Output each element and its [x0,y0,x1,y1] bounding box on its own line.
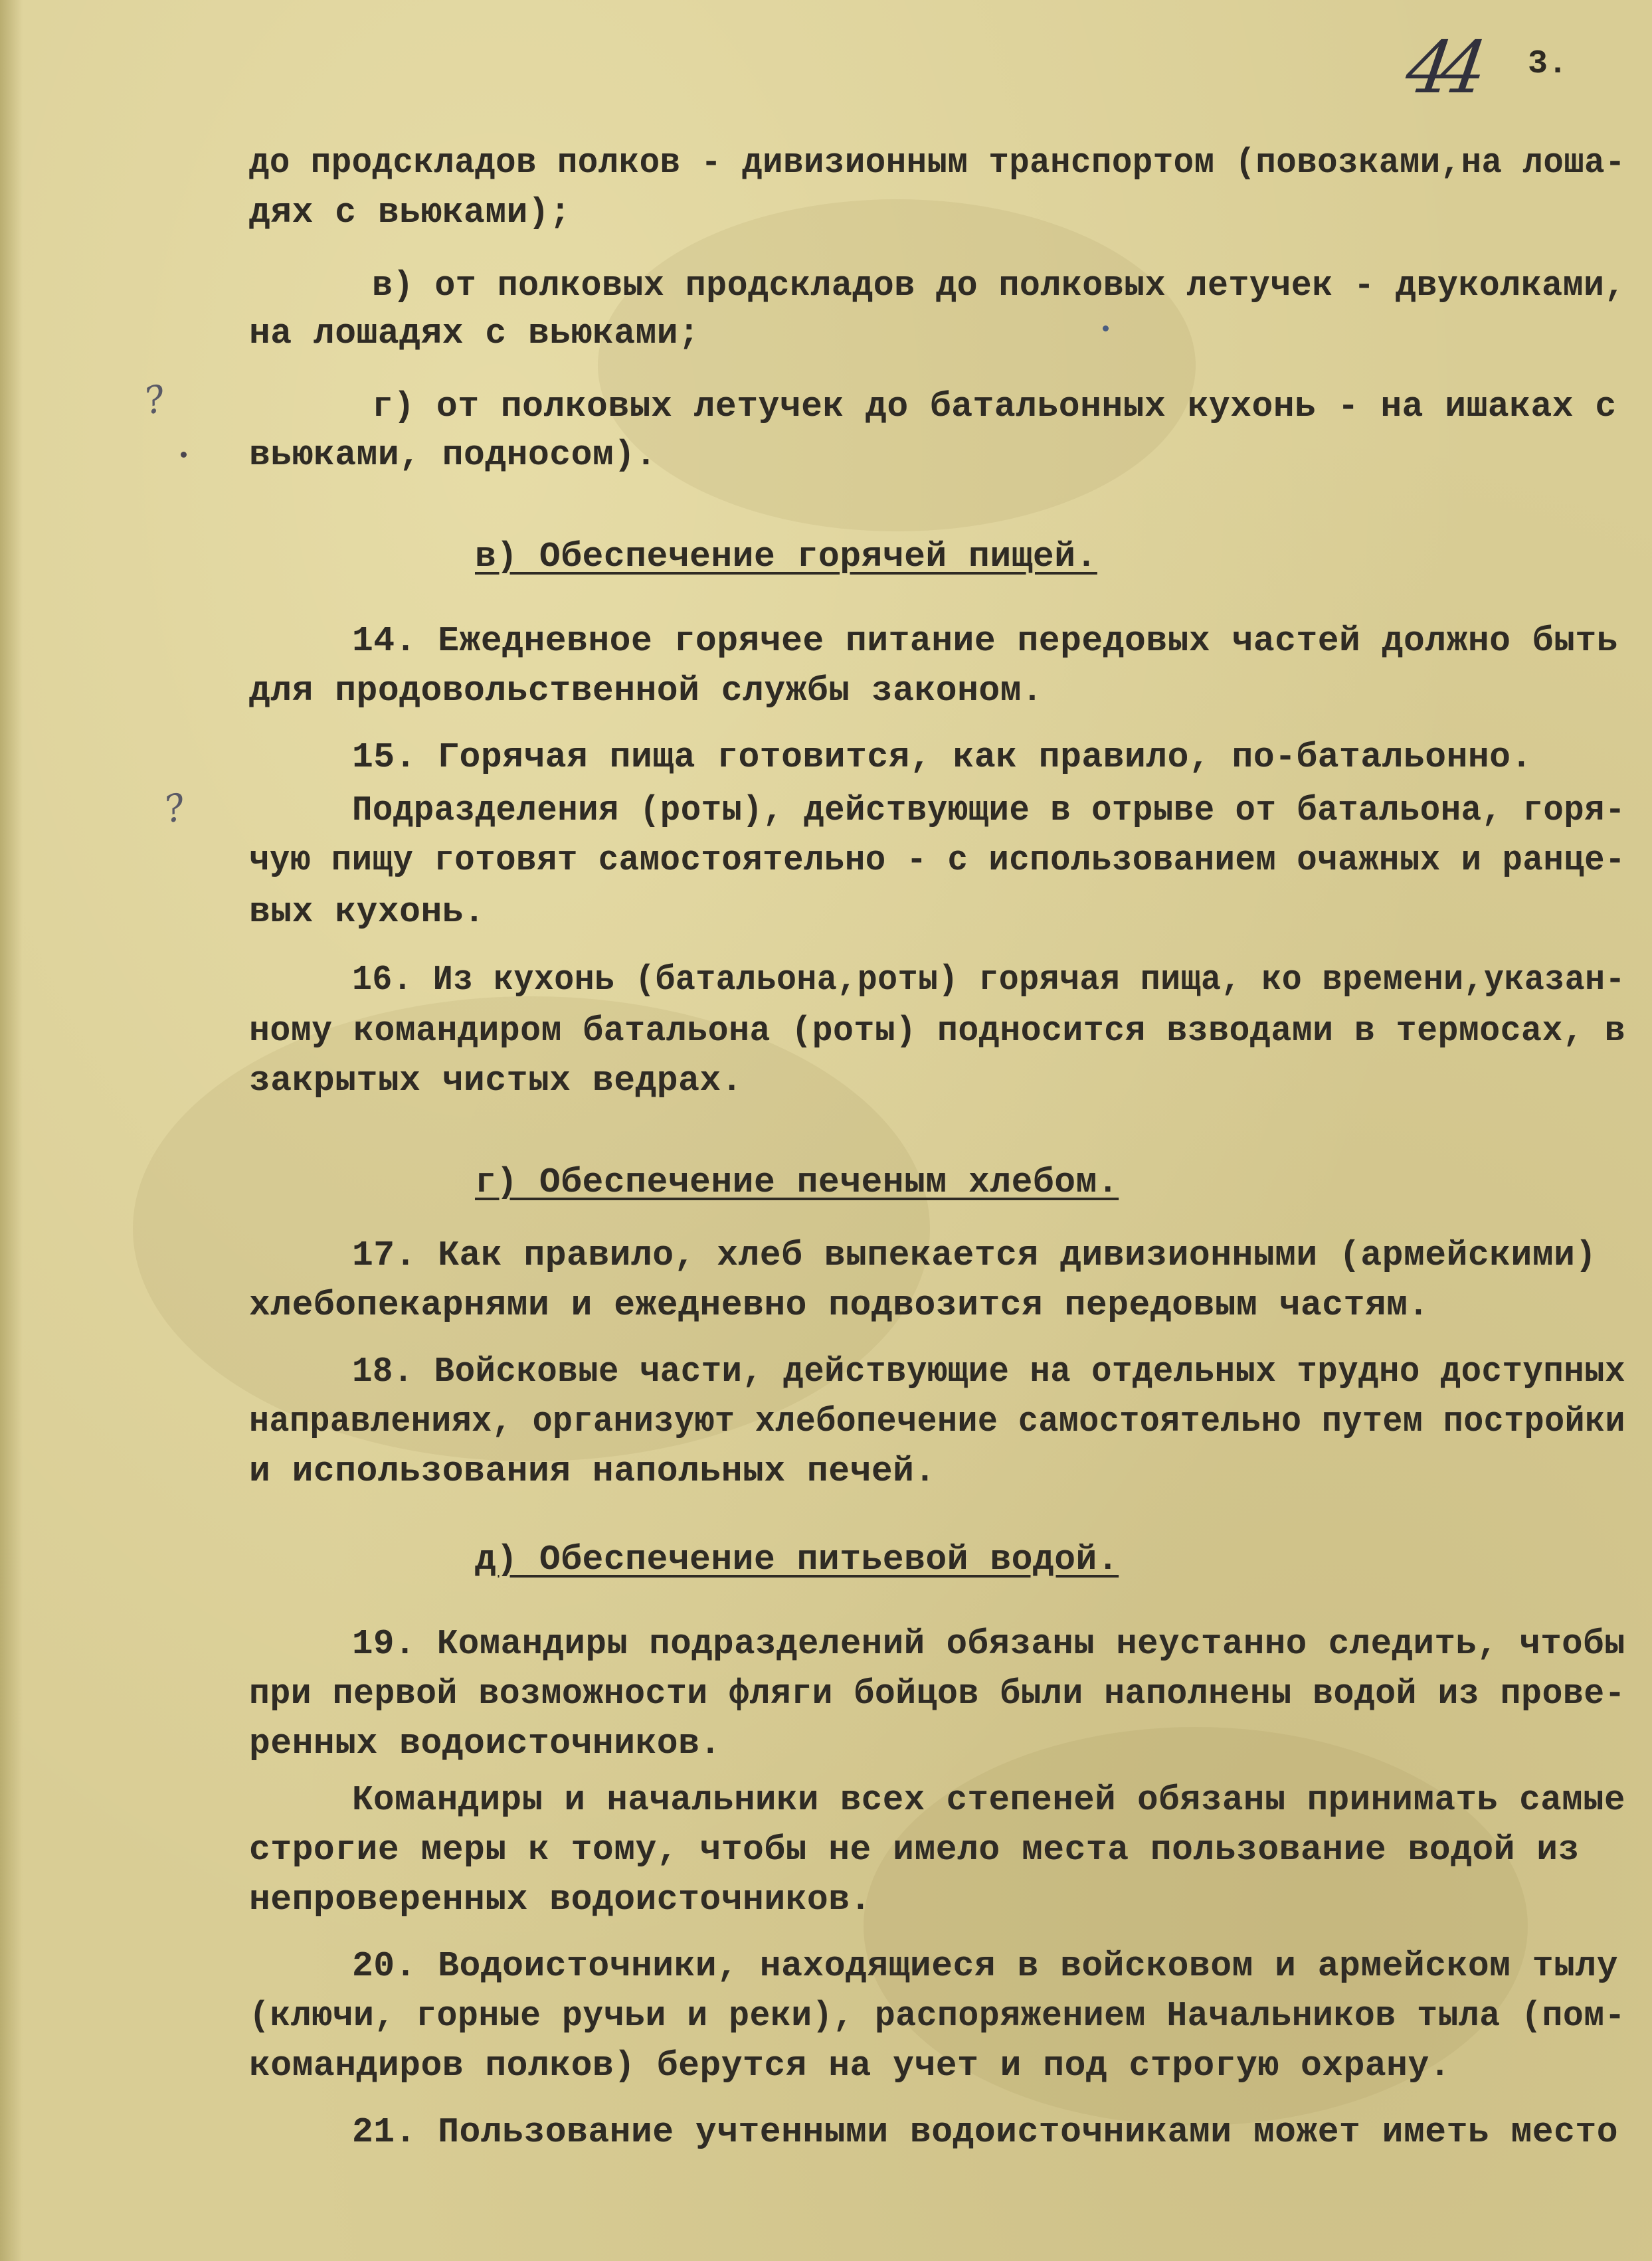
text-line: до продскладов полков - дивизионным транспортом (повозками,на лоша- [249,143,1626,183]
text-line: (ключи, горные ручьи и реки), распоряжением Начальников тыла (пом- [249,1996,1626,2036]
text-line: вых кухонь. [249,892,486,932]
text-line: вьюками, подносом). [249,435,657,475]
text-line: хлебопекарнями и ежедневно подвозится передовым частям. [249,1285,1429,1325]
text-line: 17. Как правило, хлеб выпекается дивизионными (армейскими) [352,1235,1597,1275]
text-line: г) от полковых летучек до батальонных кухонь - на ишаках с [372,387,1617,426]
text-line: при первой возможности фляги бойцов были наполнены водой из прове- [249,1674,1626,1714]
text-line: ренных водоисточников. [249,1724,721,1764]
ink-blot [1103,325,1109,331]
text-line: 21. Пользование учтенными водоисточниками может иметь место [352,2112,1619,2152]
margin-dot [181,452,187,458]
page-number: 3. [1528,45,1568,83]
text-line: закрытых чистых ведрах. [249,1061,743,1101]
section-heading: д) Обеспечение питьевой водой. [475,1540,1119,1580]
text-line: 14. Ежедневное горячее питание передовых частей должно быть [352,621,1619,661]
text-line: ному командиром батальона (роты) подносится взводами в термосах, в [249,1011,1626,1051]
margin-mark: ? [140,377,169,424]
text-line: и использования напольных печей. [249,1451,936,1491]
text-line: в) от полковых продскладов до полковых летучек - двуколками, [372,266,1625,306]
text-line: для продовольственной службы законом. [249,671,1044,711]
page-edge-shadow [0,0,23,2261]
text-line: строгие меры к тому, чтобы не имело места пользование водой из [249,1830,1580,1870]
text-line: на лошадях с вьюками; [249,314,700,353]
text-line: непроверенных водоисточников. [249,1880,872,1920]
text-line: Командиры и начальники всех степеней обязаны принимать самые [352,1780,1625,1820]
text-line: 20. Водоисточники, находящиеся в войсковом и армейском тылу [352,1946,1619,1986]
text-line: направлениях, организуют хлебопечение самостоятельно путем постройки [249,1402,1625,1441]
text-line: Подразделения (роты), действующие в отрыве от батальона, горя- [352,790,1625,830]
text-line: дях с вьюками); [249,193,571,232]
section-heading: в) Обеспечение горячей пищей. [475,537,1097,577]
section-heading: г) Обеспечение печеным хлебом. [475,1162,1119,1202]
paper-stain [598,199,1196,531]
margin-mark: ? [160,785,189,832]
text-line: 19. Командиры подразделений обязаны неустанно следить, чтобы [352,1624,1625,1664]
text-line: 15. Горячая пища готовится, как правило, по-батальонно. [352,737,1532,777]
text-line: 16. Из кухонь (батальона,роты) горячая пища, ко времени,указан- [352,960,1625,1000]
text-line: чую пищу готовят самостоятельно - с использованием очажных и ранце- [249,840,1626,880]
handwritten-folio-number: 44 [1401,27,1481,110]
text-line: командиров полков) берутся на учет и под строгую охрану. [249,2046,1451,2086]
text-line: 18. Войсковые части, действующие на отдельных трудно доступных [352,1352,1625,1392]
